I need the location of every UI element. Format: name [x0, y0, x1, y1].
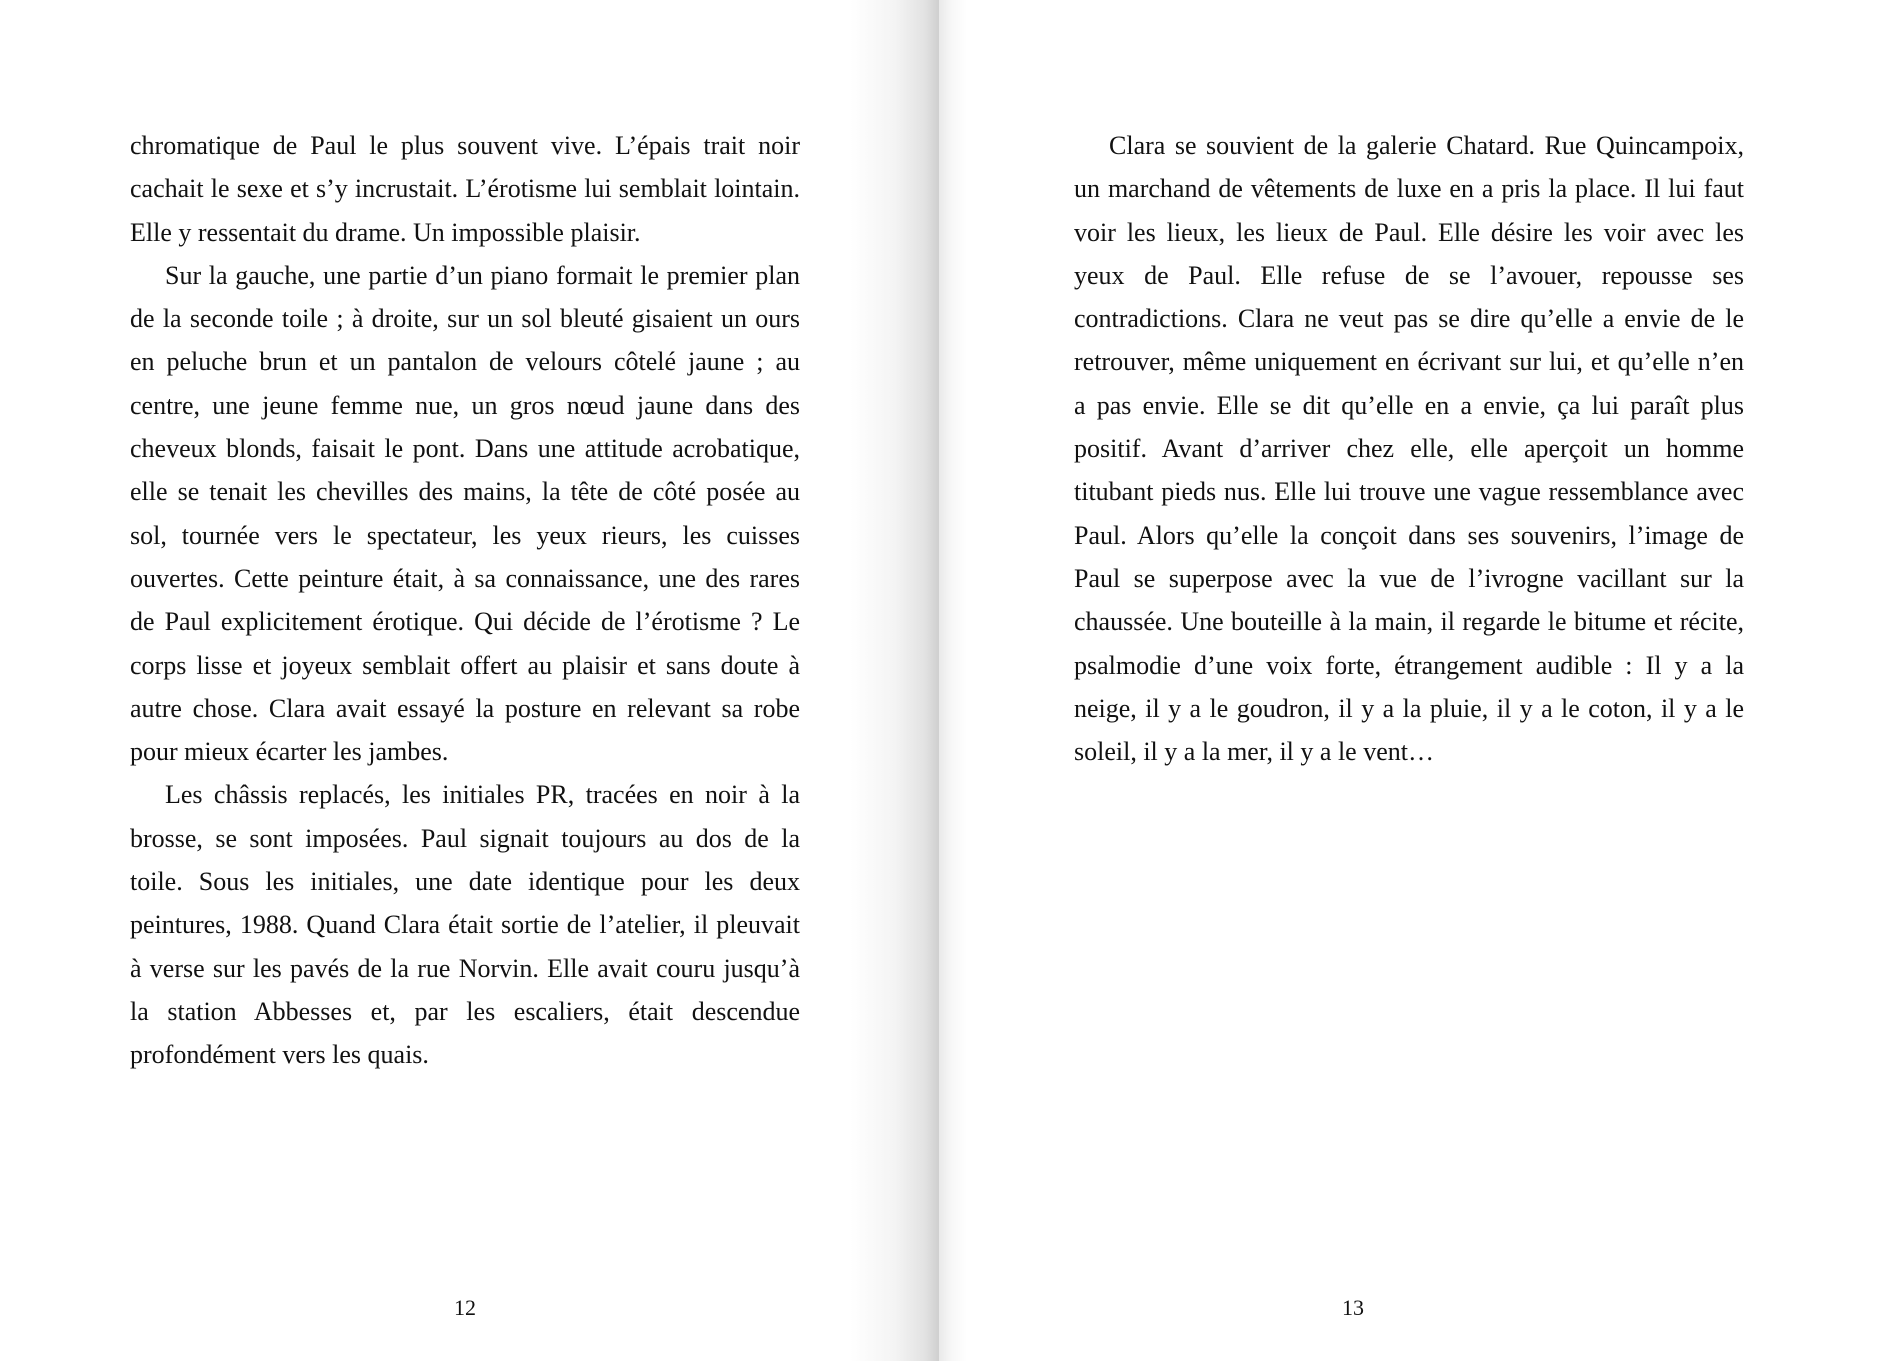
paragraph: chromatique de Paul le plus souvent vive. L’épais trait noir cachait le sexe et s’y incrustait. L’érotisme lui semblait lointain. Elle y ressentait du drame. Un impossible plaisir. — [130, 131, 800, 247]
right-page — [939, 0, 1878, 1361]
paragraph: Les châssis replacés, les initiales PR, tracées en noir à la brosse, se sont imposées. Paul signait toujours au dos de la toile. Sous les initiales, une date identique pour les deux peintures, 1988. Quand Clara était sortie de l’atelier, il pleuvait à verse sur les pavés de la rue Norvin. Elle avait couru jusqu’à la station Abbesses et, par les escaliers, était descendue profondément vers les quais. — [130, 780, 800, 1070]
left-page-text — [130, 124, 800, 1077]
page-number: 12 — [454, 1295, 476, 1320]
paragraph: Sur la gauche, une partie d’un piano formait le premier plan de la seconde toile ; à droite, sur un sol bleuté gisaient un ours en peluche brun et un pantalon de velours côtelé jaune ; au centre, une jeune femme nue, un gros nœud jaune dans des cheveux blonds, faisait le pont. Dans une attitude acrobatique, elle se tenait les chevilles des mains, la tête de côté posée au sol, tournée vers le spectateur, les yeux rieurs, les cuisses ouvertes. Cette peinture était, à sa connaissance, une des rares de Paul explicitement érotique. Qui décide de l’érotisme ? Le corps lisse et joyeux semblait offert au plaisir et sans doute à autre chose. Clara avait essayé la posture en relevant sa robe pour mieux écarter les jambes. — [130, 260, 800, 767]
paragraph: Clara se souvient de la galerie Chatard. Rue Quincampoix, un marchand de vêtements de luxe en a pris la place. Il lui faut voir les lieux, les lieux de Paul. Elle désire les voir avec les yeux de Paul. Elle refuse de se l’avouer, repousse ses contradictions. Clara ne veut pas se dire qu’elle a envie de le retrouver, même uniquement en écrivant sur lui, et qu’elle n’en a pas envie. Elle se dit qu’elle en a envie, ça lui paraît plus positif. Avant d’arriver chez elle, elle aperçoit un homme titubant pieds nus. Elle lui trouve une vague ressemblance avec Paul. Alors qu’elle la conçoit dans ses souvenirs, l’image de Paul se superpose avec la vue de l’ivrogne vacillant sur la chaussée. Une bouteille à la main, il regarde le bitume et récite, psalmodie d’une voix forte, étrangement audible : Il y a la neige, il y a le goudron, il y a la pluie, il y a le coton, il y a le soleil, il y a la mer, il y a le vent… — [1074, 131, 1744, 767]
right-page-text — [1074, 124, 1744, 773]
page-number: 13 — [1342, 1295, 1364, 1320]
